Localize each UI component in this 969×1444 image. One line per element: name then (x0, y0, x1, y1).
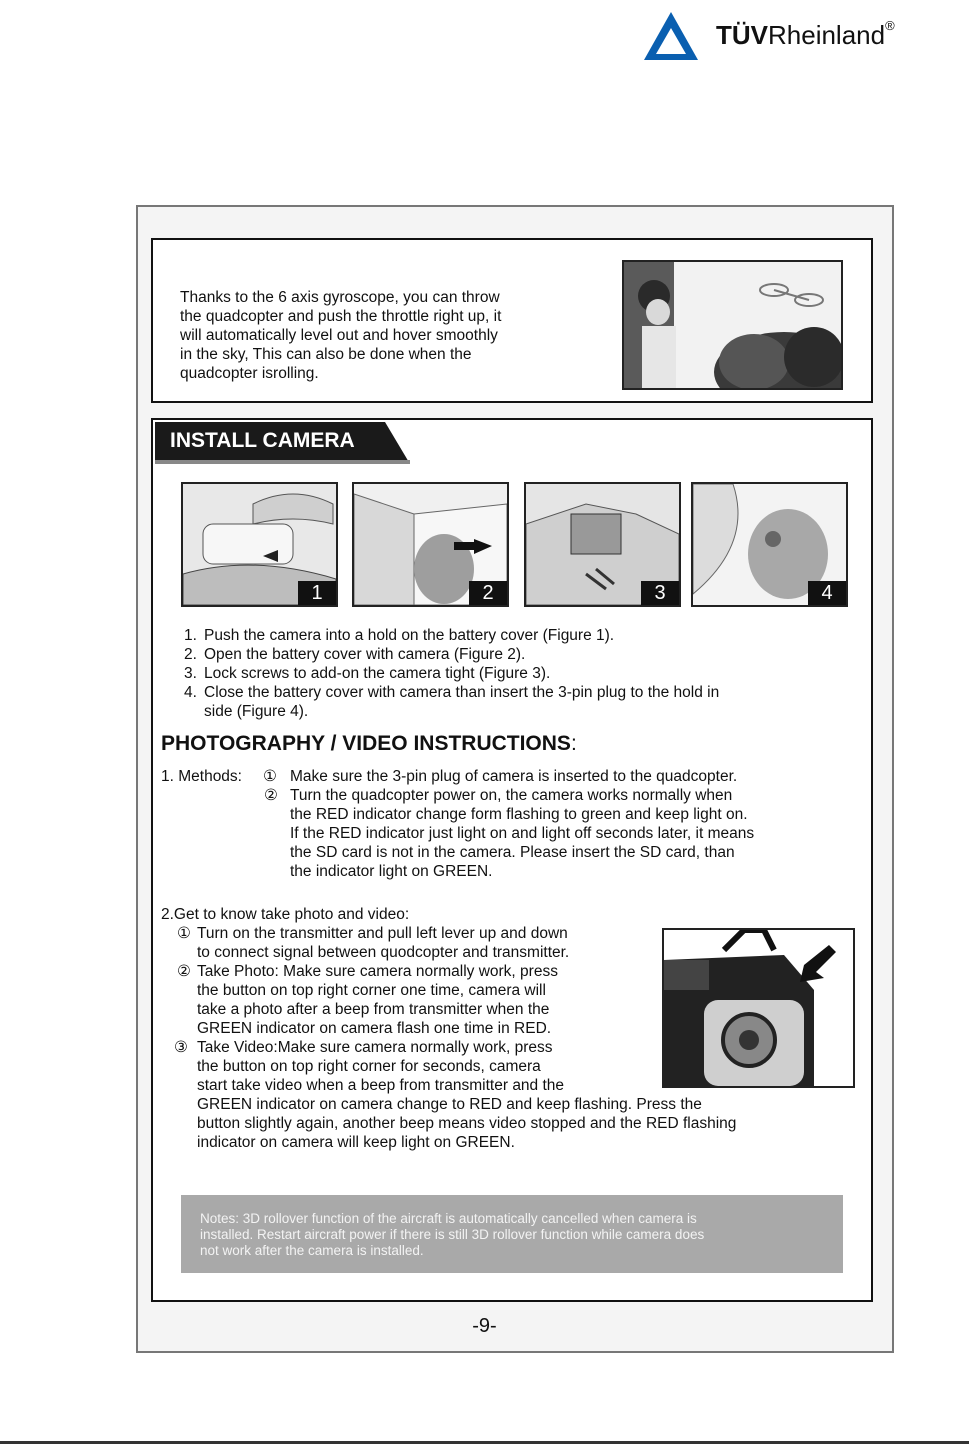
install-steps-list (184, 626, 844, 721)
methods-section: 1. Methods: ① Make sure the 3-pin plug of camera is inserted to the quadcopter. ② Turn the quadcopter power on, the camera works normally when the RED indicator change form flashing to green and keep light on. If the RED indicator just light on and light off seconds later, it means the SD card is not in the camera. Please insert the SD card, than the indicator light on GREEN. (161, 767, 866, 881)
notes-text: Notes: 3D rollover function of the aircraft is automatically cancelled when camera is installed. Restart aircraft power if there is still 3D rollover function while camera does not work after the camera is installed. (200, 1211, 705, 1258)
figure-2-number: 2 (469, 581, 507, 605)
logo-wordmark: TÜVRheinland® (716, 18, 895, 50)
photography-title: PHOTOGRAPHY / VIDEO INSTRUCTIONS: (161, 732, 577, 755)
figure-3 (524, 482, 681, 607)
figure-3-number: 3 (641, 581, 679, 605)
tuv-rheinland-logo (640, 8, 950, 66)
method-2-text: Turn the quadcopter power on, the camera works normally when (290, 787, 733, 804)
know-title: 2.Get to know take photo and video: (161, 906, 410, 923)
install-step: 4. Close the battery cover with camera than insert the 3-pin plug to the hold in side (Figure 4). (184, 684, 720, 720)
figure-4 (691, 482, 848, 607)
tuv-triangle-icon (640, 8, 702, 64)
methods-label: 1. Methods: (161, 768, 242, 785)
page-number: -9- (472, 1315, 497, 1337)
know-item: ③ Take Video:Make sure camera normally work, press the button on top right corner for seconds, camera start take video when a beep from transmitter and the GREEN indicator on camera change to RED and keep flashing. Press the button slightly again, another beep means video stopped and the RED flashing indicator on camera will keep light on GREEN. (174, 1039, 737, 1151)
throw-quadcopter-photo (622, 260, 843, 390)
install-step: 2. Open the battery cover with camera (Figure 2). (184, 646, 526, 663)
figure-1-number: 1 (298, 581, 336, 605)
method-2-text: the SD card is not in the camera. Please insert the SD card, than (290, 844, 735, 861)
figure-2 (352, 482, 509, 607)
transmitter-photo (662, 928, 855, 1088)
install-camera-title: INSTALL CAMERA (170, 429, 355, 452)
figure-4-number: 4 (808, 581, 846, 605)
install-step: 3. Lock screws to add-on the camera tight (Figure 3). (184, 665, 551, 682)
method-2-text: If the RED indicator just light on and light off seconds later, it means (290, 825, 755, 842)
figure-1 (181, 482, 338, 607)
intro-text: Thanks to the 6 axis gyroscope, you can throw the quadcopter and push the throttle right up, it will automatically level out and hover smoothly in the sky, This can also be done when the quadcopter isrolling. (180, 289, 502, 382)
method-2-text: the RED indicator change form flashing to green and keep light on. (290, 806, 748, 823)
know-item: ① Turn on the transmitter and pull left lever up and down to connect signal between quodcopter and transmitter. (177, 925, 570, 961)
know-item: ② Take Photo: Make sure camera normally work, press the button on top right corner one time, camera will take a photo after a beep from transmitter when the GREEN indicator on camera flash one time in RED. (177, 963, 558, 1037)
method-2-text: the indicator light on GREEN. (290, 863, 493, 880)
install-step: 1. Push the camera into a hold on the battery cover (Figure 1). (184, 627, 615, 644)
method-1-text: Make sure the 3-pin plug of camera is inserted to the quadcopter. (290, 768, 738, 785)
